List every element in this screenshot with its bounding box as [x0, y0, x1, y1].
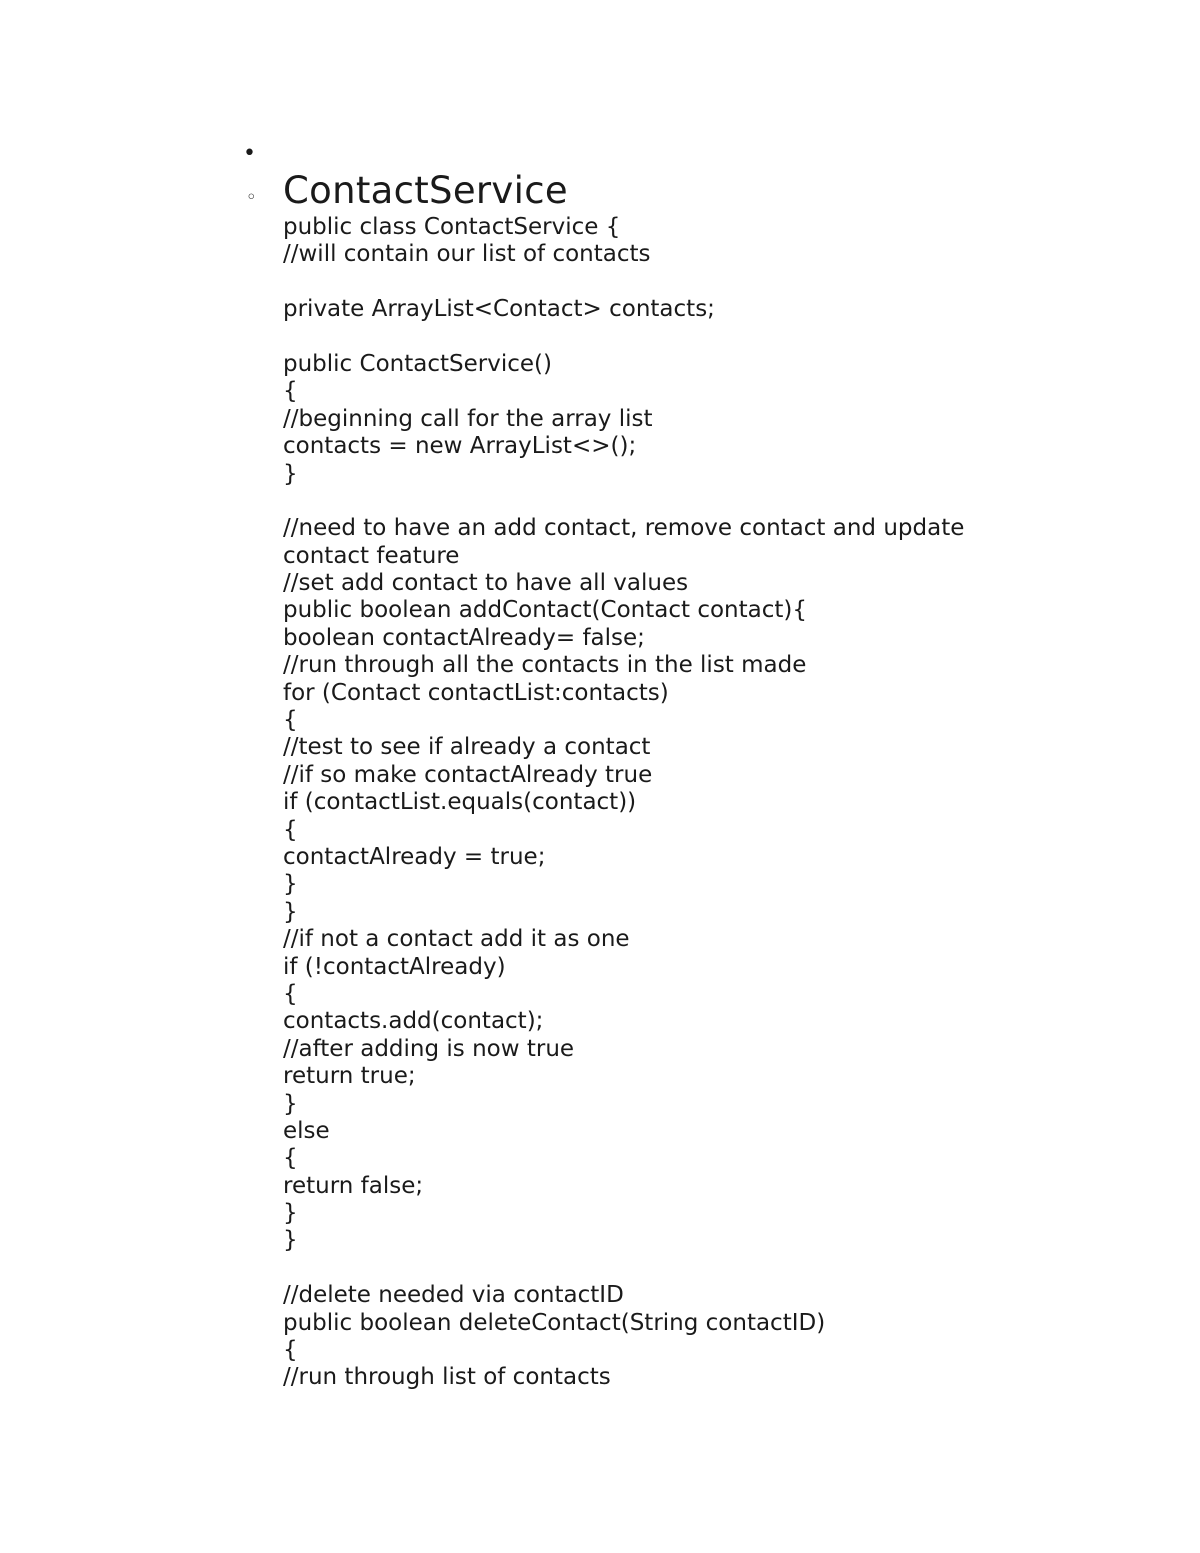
code-line: }	[283, 1090, 298, 1117]
code-line: //after adding is now true	[283, 1035, 575, 1062]
code-line: if (!contactAlready)	[283, 953, 506, 980]
code-line: //if so make contactAlready true	[283, 761, 653, 788]
code-line: public boolean deleteContact(String contactID)	[283, 1309, 826, 1336]
code-line: {	[283, 816, 298, 843]
code-line: }	[283, 460, 298, 487]
code-line: //delete needed via contactID	[283, 1282, 624, 1309]
code-line	[283, 324, 1003, 351]
code-line	[283, 488, 1003, 515]
code-line: {	[283, 707, 298, 734]
code-line: private ArrayList<Contact> contacts;	[283, 296, 715, 323]
code-line: {	[283, 980, 298, 1007]
code-line: //run through all the contacts in the list made	[283, 652, 807, 679]
code-line: boolean contactAlready= false;	[283, 624, 645, 651]
code-line: else	[283, 1117, 330, 1144]
code-block	[283, 214, 1003, 1392]
code-line	[283, 1255, 1003, 1282]
code-line: }	[283, 1227, 298, 1254]
code-line: //will contain our list of contacts	[283, 241, 651, 268]
bullet-disc-icon: •	[243, 141, 256, 166]
code-line: contactAlready = true;	[283, 843, 546, 870]
code-line	[283, 269, 1003, 296]
code-line: contacts.add(contact);	[283, 1008, 544, 1035]
code-line: }	[283, 898, 298, 925]
code-line: //if not a contact add it as one	[283, 926, 630, 953]
bullet-circle-icon: ◦	[246, 187, 257, 208]
code-line: //beginning call for the array list	[283, 405, 653, 432]
code-line: public ContactService()	[283, 350, 552, 377]
code-line: for (Contact contactList:contacts)	[283, 679, 669, 706]
code-line: {	[283, 378, 298, 405]
code-line: {	[283, 1337, 298, 1364]
code-line: }	[283, 871, 298, 898]
code-line: //run through list of contacts	[283, 1364, 611, 1391]
code-line: if (contactList.equals(contact))	[283, 789, 637, 816]
code-line: return false;	[283, 1172, 424, 1199]
code-line: //set add contact to have all values	[283, 570, 689, 597]
code-line: //test to see if already a contact	[283, 734, 651, 761]
code-line: }	[283, 1200, 298, 1227]
code-line: public class ContactService {	[283, 214, 621, 240]
code-line: return true;	[283, 1063, 416, 1090]
code-line: public boolean addContact(Contact contact){	[283, 597, 808, 624]
document-title: ContactService	[283, 169, 568, 212]
code-line: contact feature	[283, 542, 460, 569]
code-line: contacts = new ArrayList<>();	[283, 433, 637, 460]
code-line: //need to have an add contact, remove contact and update	[283, 515, 965, 542]
code-line: {	[283, 1145, 298, 1172]
